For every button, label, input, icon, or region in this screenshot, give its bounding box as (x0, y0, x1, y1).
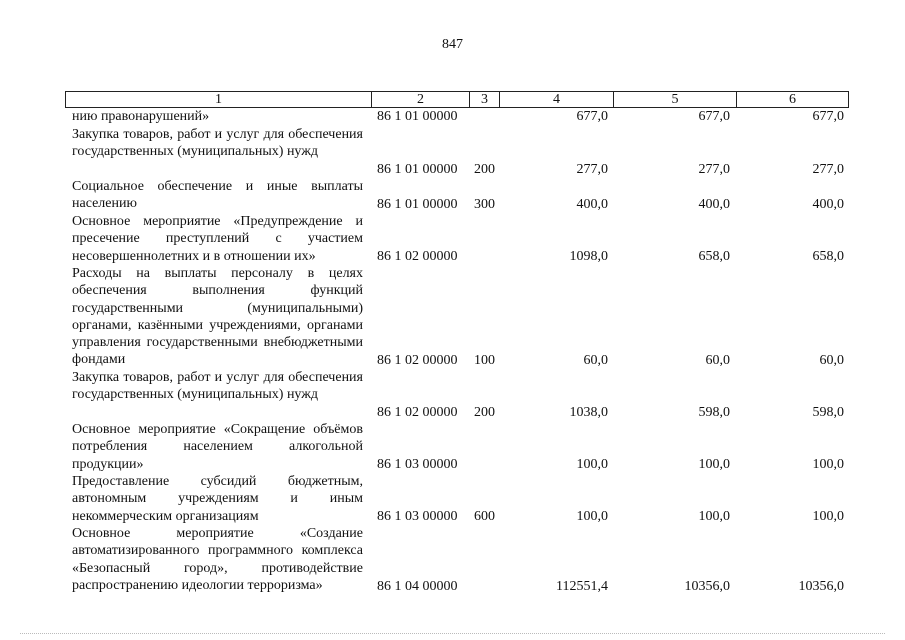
row-code: 86 1 04 00000 (377, 578, 458, 594)
table-row (0, 369, 905, 421)
row-description: Закупка товаров, работ и услуг для обеспечения государственных (муниципальных) нужд (72, 127, 363, 160)
row-value-col5: 60,0 (705, 352, 730, 368)
row-value-col4: 1098,0 (569, 248, 608, 264)
table-row (0, 265, 905, 369)
row-code: 86 1 03 00000 (377, 508, 458, 524)
row-code: 86 1 01 00000 (377, 196, 458, 212)
column-header-4: 4 (499, 92, 613, 107)
table-row (0, 473, 905, 525)
row-value-col4: 400,0 (576, 196, 608, 212)
row-value-col4: 1038,0 (569, 404, 608, 420)
scan-noise-line (20, 633, 885, 635)
column-header-6: 6 (736, 92, 848, 107)
column-header-1: 1 (215, 92, 222, 107)
row-value-col5: 277,0 (698, 161, 730, 177)
row-description: Расходы на выплаты персоналу в целях обеспечения выполнения функций государственными (муниципальными) органами, казёнными учреждениями, органами управления государственными внебюджетными фондами (72, 266, 363, 368)
table-row (0, 178, 905, 213)
row-value-col6: 658,0 (812, 248, 844, 264)
row-value-col4: 60,0 (583, 352, 608, 368)
page-number: 847 (442, 37, 463, 52)
row-expense-type: 200 (474, 161, 495, 177)
row-value-col5: 598,0 (698, 404, 730, 420)
row-value-col4: 100,0 (576, 508, 608, 524)
column-header-5: 5 (613, 92, 736, 107)
row-expense-type: 200 (474, 404, 495, 420)
row-description: Основное мероприятие «Предупреждение и пресечение преступлений с участием несовершеннолетних и в отношении их» (72, 214, 363, 264)
column-header-2: 2 (371, 92, 469, 107)
row-value-col5: 658,0 (698, 248, 730, 264)
table-row (0, 108, 905, 125)
row-code: 86 1 01 00000 (377, 161, 458, 177)
row-value-col6: 100,0 (812, 456, 844, 472)
row-value-col4: 277,0 (576, 161, 608, 177)
row-value-col4: 100,0 (576, 456, 608, 472)
row-value-col6: 598,0 (812, 404, 844, 420)
row-value-col5: 677,0 (698, 108, 730, 124)
row-description: Основное мероприятие «Создание автоматизированного программного комплекса «Безопасный город», противодействие распространению идеологии терроризма» (72, 526, 363, 593)
row-value-col4: 112551,4 (556, 578, 608, 594)
row-code: 86 1 02 00000 (377, 248, 458, 264)
row-code: 86 1 01 00000 (377, 108, 458, 124)
row-code: 86 1 03 00000 (377, 456, 458, 472)
row-description: Социальное обеспечение и иные выплаты населению (72, 179, 363, 212)
row-expense-type: 300 (474, 196, 495, 212)
row-description: Предоставление субсидий бюджетным, автономным учреждениям и иным некоммерческим организациям (72, 474, 363, 524)
row-code: 86 1 02 00000 (377, 404, 458, 420)
table-row (0, 421, 905, 473)
row-value-col6: 677,0 (812, 108, 844, 124)
row-value-col6: 10356,0 (798, 578, 844, 594)
row-value-col5: 100,0 (698, 508, 730, 524)
column-header-3: 3 (469, 92, 499, 107)
row-value-col5: 400,0 (698, 196, 730, 212)
table-row (0, 126, 905, 178)
row-expense-type: 100 (474, 352, 495, 368)
row-description: нию правонарушений» (72, 109, 210, 124)
row-value-col5: 100,0 (698, 456, 730, 472)
row-value-col5: 10356,0 (684, 578, 730, 594)
row-description: Закупка товаров, работ и услуг для обеспечения государственных (муниципальных) нужд (72, 370, 363, 403)
table-row (0, 525, 905, 595)
row-expense-type: 600 (474, 508, 495, 524)
table-row (0, 213, 905, 265)
row-value-col4: 677,0 (576, 108, 608, 124)
row-code: 86 1 02 00000 (377, 352, 458, 368)
row-value-col6: 277,0 (812, 161, 844, 177)
table-header (65, 91, 849, 108)
row-description: Основное мероприятие «Сокращение объёмов потребления населением алкогольной продукции» (72, 422, 363, 472)
row-value-col6: 60,0 (819, 352, 844, 368)
row-value-col6: 400,0 (812, 196, 844, 212)
row-value-col6: 100,0 (812, 508, 844, 524)
